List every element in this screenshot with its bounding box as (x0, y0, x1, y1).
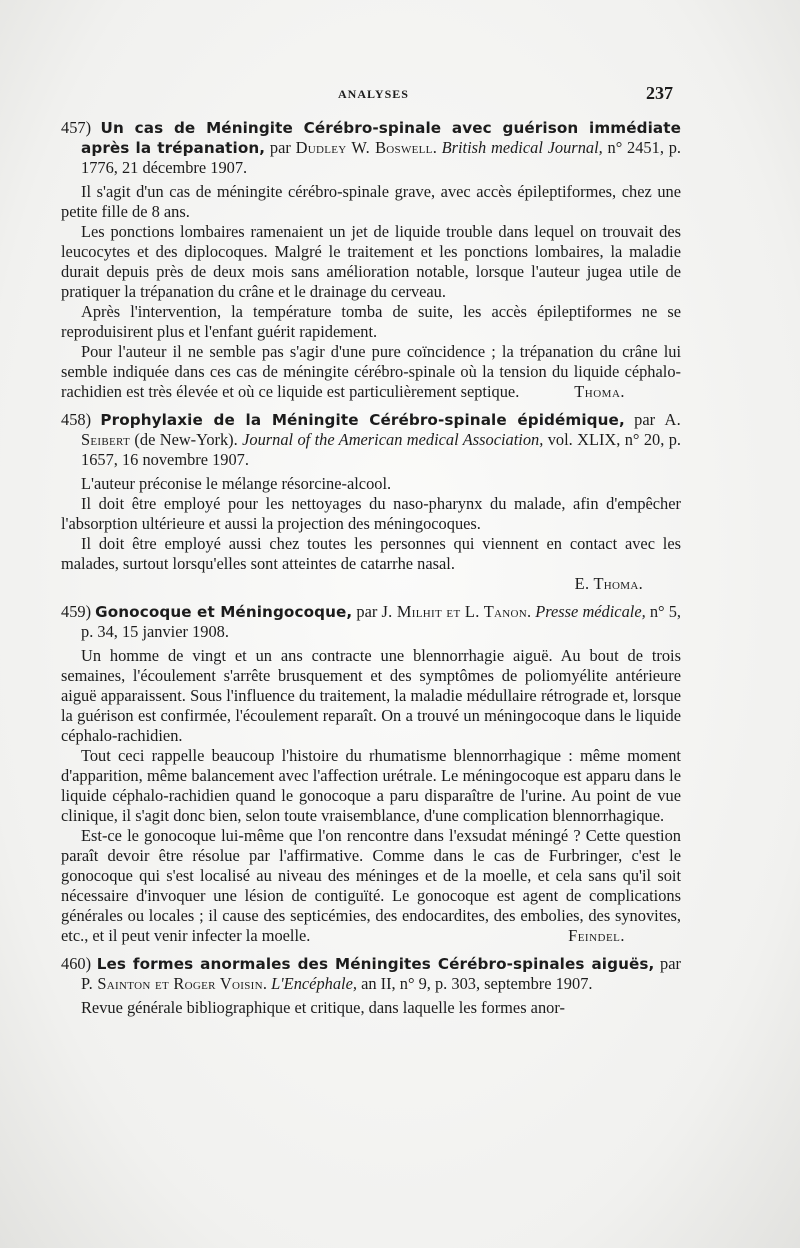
paragraph: Après l'intervention, la température tomba de suite, les accès épileptiformes ne se reproduisirent plus et l'enfant guérit rapidement. (61, 302, 681, 341)
entry-journal: Journal of the American medical Association, (242, 430, 544, 449)
paragraph: Est-ce le gonocoque lui-même que l'on rencontre dans l'exsudat méningé ? Cette question paraît devoir être résolue par l'affirmative. Comme dans le cas de Furbringer, c'est le gonocoque qui s'est localisé au niveau des méninges et de la moelle, et cela sans qu'il soit nécessaire d'invoquer une lésion de contiguïté. Le gonocoque est agent de complications générales ou locales ; il cause des septicémies, des endocardites, des embolies, des synovites, etc., et il peut venir infecter la moelle. Feindel. (61, 826, 681, 945)
entry-457 (61, 118, 681, 402)
entry-title: Un cas de Méningite Cérébro-spinale avec guérison immédiate après la trépanation, (81, 119, 681, 157)
entry-authors: P. Sainton et Roger Voisin (81, 974, 263, 993)
entry-heading: 459) Gonocoque et Méningocoque, par J. Milhit et L. Tanon. Presse médicale, n° 5, p. 34, 15 janvier 1908. (61, 602, 681, 641)
entry-authors: J. Milhit et L. Tanon (381, 602, 528, 621)
entry-458 (61, 410, 681, 594)
paragraph: Tout ceci rappelle beaucoup l'histoire du rhumatisme blennorrhagique : même moment d'apparition, même balancement avec l'affection urétrale. Le méningocoque est apparu dans le liquide céphalo-rachidien quand le gonocoque a paru disparaître de l'urine. Au point de vue clinique, il s'agit donc bien, selon toute vraisemblance, d'une complication blennorrhagique. (61, 746, 681, 825)
paragraph: Revue générale bibliographique et critique, dans laquelle les formes anor- (81, 998, 565, 1017)
entry-heading: 457) Un cas de Méningite Cérébro-spinale avec guérison immédiate après la trépanation, par Dudley W. Boswell. British medical Journal, n° 2451, p. 1776, 21 décembre 1907. (61, 118, 681, 177)
entry-signature: E. Thoma. (574, 574, 643, 593)
entry-460 (61, 954, 681, 1018)
paragraph: Il doit être employé pour les nettoyages du naso-pharynx du malade, afin d'empêcher l'absorption ultérieure et aussi la projection des méningocoques. (61, 494, 681, 533)
paragraph: Les ponctions lombaires ramenaient un jet de liquide trouble dans lequel on trouvait des leucocytes et des diplocoques. Malgré le traitement et les ponctions lombaires, la maladie durait depuis près de deux mois sans amélioration notable, lorsque l'auteur jugea utile de pratiquer la trépanation du crâne et le drainage du cerveau. (61, 222, 681, 301)
entry-journal: Presse médicale, (535, 602, 646, 621)
entry-title: Les formes anormales des Méningites Cérébro-spinales aiguës, (96, 955, 655, 973)
article-body (61, 118, 681, 1018)
entry-signature: Thoma. (574, 382, 625, 401)
entry-heading: 458) Prophylaxie de la Méningite Cérébro-spinale épidémique, par A. Seibert (de New-York). Journal of the American medical Association, vol. XLIX, n° 20, p. 1657, 16 novembre 1907. (61, 410, 681, 469)
running-title: ANALYSES (338, 87, 409, 101)
paragraph: Pour l'auteur il ne semble pas s'agir d'une pure coïncidence ; la trépanation du crâne lui semble indiquée dans ces cas de méningite cérébro-spinale où la tension du liquide céphalo-rachidien est très élevée et où ce liquide est particulièrement septique. Thoma. (61, 342, 681, 401)
paragraph: L'auteur préconise le mélange résorcine-alcool. (81, 474, 392, 493)
entry-citation: an II, n° 9, p. 303, septembre 1907. (356, 974, 593, 993)
entry-authors: A. Seibert (81, 410, 681, 449)
paragraph: Un homme de vingt et un ans contracte une blennorrhagie aiguë. Au bout de trois semaines, l'écoulement s'arrête brusquement et des symptômes de poliomyélite antérieure aiguë apparaissent. Sous l'influence du traitement, la maladie médullaire rétrograde et, lorsque la guérison est confirmée, l'écoulement reparaît. On a trouvé un méningocoque dans le liquide céphalo-rachidien. (61, 646, 681, 745)
entry-journal: British medical Journal, (441, 138, 603, 157)
page-number: 237 (646, 83, 673, 103)
entry-signature: Feindel. (568, 926, 625, 945)
entry-citation: n° 5, p. 34, 15 janvier 1908. (81, 602, 681, 641)
entry-459 (61, 602, 681, 946)
paragraph: Il s'agit d'un cas de méningite cérébro-spinale grave, avec accès épileptiformes, chez une petite fille de 8 ans. (61, 182, 681, 221)
paragraph: Il doit être employé aussi chez toutes les personnes qui viennent en contact avec les malades, surtout lorsqu'elles sont atteintes de catarrhe nasal. (61, 534, 681, 573)
entry-title: Prophylaxie de la Méningite Cérébro-spinale épidémique, (100, 411, 625, 429)
entry-authors: Dudley W. Boswell (295, 138, 433, 157)
entry-citation: vol. XLIX, n° 20, p. 1657, 16 novembre 1907. (81, 430, 681, 469)
entry-heading: 460) Les formes anormales des Méningites Cérébro-spinales aiguës, par P. Sainton et Roger Voisin. L'Encéphale, an II, n° 9, p. 303, septembre 1907. (61, 954, 681, 993)
entry-journal: L'Encéphale, (271, 974, 357, 993)
entry-title: Gonocoque et Méningocoque, (95, 603, 353, 621)
entry-citation: n° 2451, p. 1776, 21 décembre 1907. (81, 138, 681, 177)
